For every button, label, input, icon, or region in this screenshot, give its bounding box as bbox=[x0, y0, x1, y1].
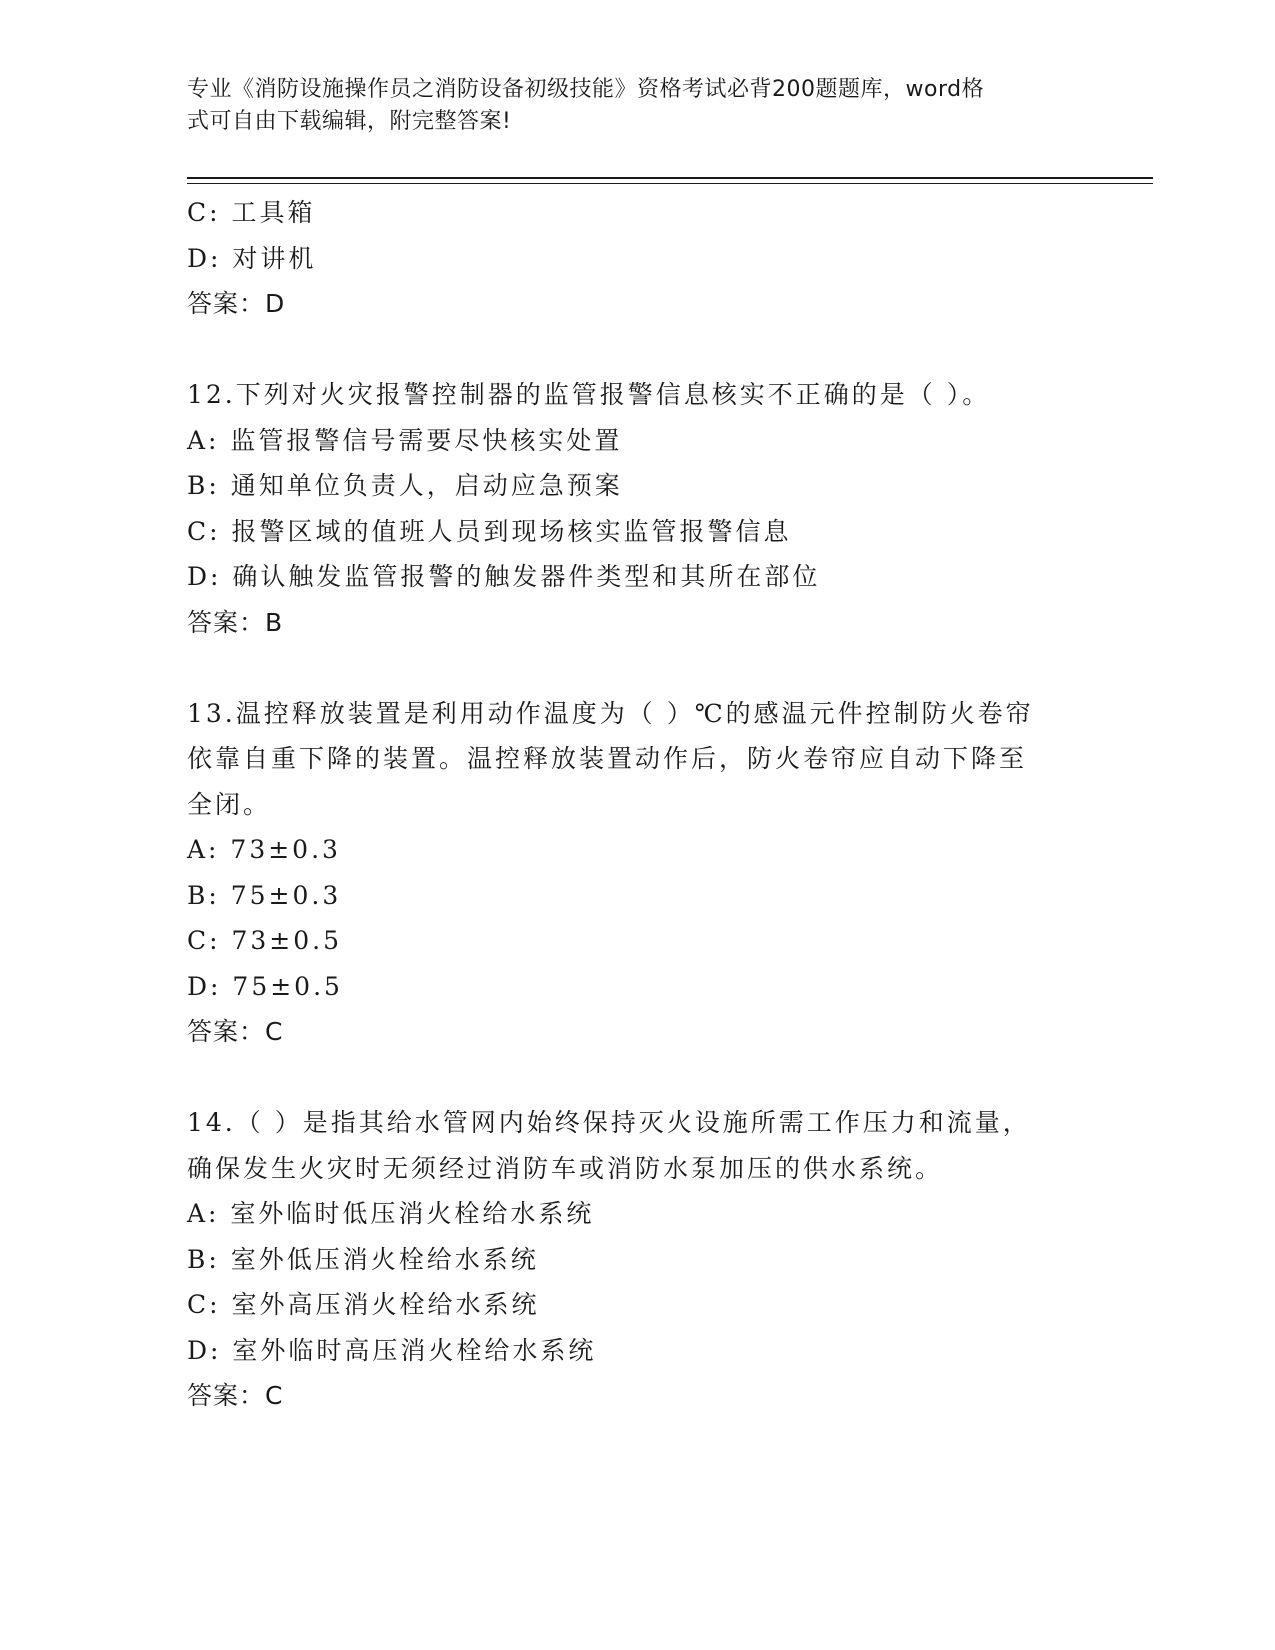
question-text: 确保发生火灾时无须经过消防车或消防水泵加压的供水系统。 bbox=[187, 1153, 944, 1183]
question-text: 13.温控释放装置是利用动作温度为（ ）℃的感温元件控制防火卷帘 bbox=[187, 698, 1034, 728]
document-body bbox=[187, 190, 1087, 1419]
question-13 bbox=[187, 691, 1087, 1055]
option-a: A: 监管报警信号需要尽快核实处置 bbox=[187, 425, 623, 455]
spacer bbox=[187, 1055, 1087, 1101]
answer-line: 答案：C bbox=[187, 1017, 284, 1046]
option-c: C: 73±0.5 bbox=[187, 926, 343, 955]
option-d: D: 75±0.5 bbox=[187, 971, 343, 1001]
option-d: D: 确认触发监管报警的触发器件类型和其所在部位 bbox=[187, 562, 821, 591]
option-d: D: 室外临时高压消火栓给水系统 bbox=[187, 1335, 597, 1365]
option-a: A: 73±0.3 bbox=[187, 835, 341, 864]
header-rule-thin bbox=[187, 183, 1153, 184]
question-12 bbox=[187, 372, 1087, 645]
option-c: C: 室外高压消火栓给水系统 bbox=[187, 1290, 540, 1319]
option-d: D: 对讲机 bbox=[187, 243, 317, 273]
header-line-1: 专业《消防设施操作员之消防设备初级技能》资格考试必背200题题库，word格 bbox=[187, 77, 985, 102]
spacer bbox=[187, 327, 1087, 373]
option-b: B: 75±0.3 bbox=[187, 880, 342, 910]
document-header bbox=[187, 74, 1067, 138]
option-a: A: 室外临时低压消火栓给水系统 bbox=[187, 1199, 595, 1228]
option-b: B: 室外低压消火栓给水系统 bbox=[187, 1244, 539, 1274]
answer-line: 答案：D bbox=[187, 289, 286, 318]
answer-line: 答案：B bbox=[187, 607, 284, 637]
question-text: 12.下列对火灾报警控制器的监管报警信息核实不正确的是（ ）。 bbox=[187, 380, 991, 409]
question-text: 依靠自重下降的装置。温控释放装置动作后，防火卷帘应自动下降至 bbox=[187, 744, 1028, 773]
header-rule-thick bbox=[187, 177, 1153, 179]
answer-line: 答案：C bbox=[187, 1381, 284, 1410]
option-b: B: 通知单位负责人，启动应急预案 bbox=[187, 471, 623, 500]
header-line-2: 式可自由下载编辑，附完整答案! bbox=[187, 109, 512, 134]
question-text: 14.（ ）是指其给水管网内始终保持灭火设施所需工作压力和流量， bbox=[187, 1108, 1031, 1137]
spacer bbox=[187, 645, 1087, 691]
option-c: C: 报警区域的值班人员到现场核实监管报警信息 bbox=[187, 516, 792, 546]
question-11-tail bbox=[187, 190, 1087, 327]
question-text: 全闭。 bbox=[187, 789, 272, 819]
option-c: C: 工具箱 bbox=[187, 198, 316, 227]
question-14 bbox=[187, 1100, 1087, 1419]
